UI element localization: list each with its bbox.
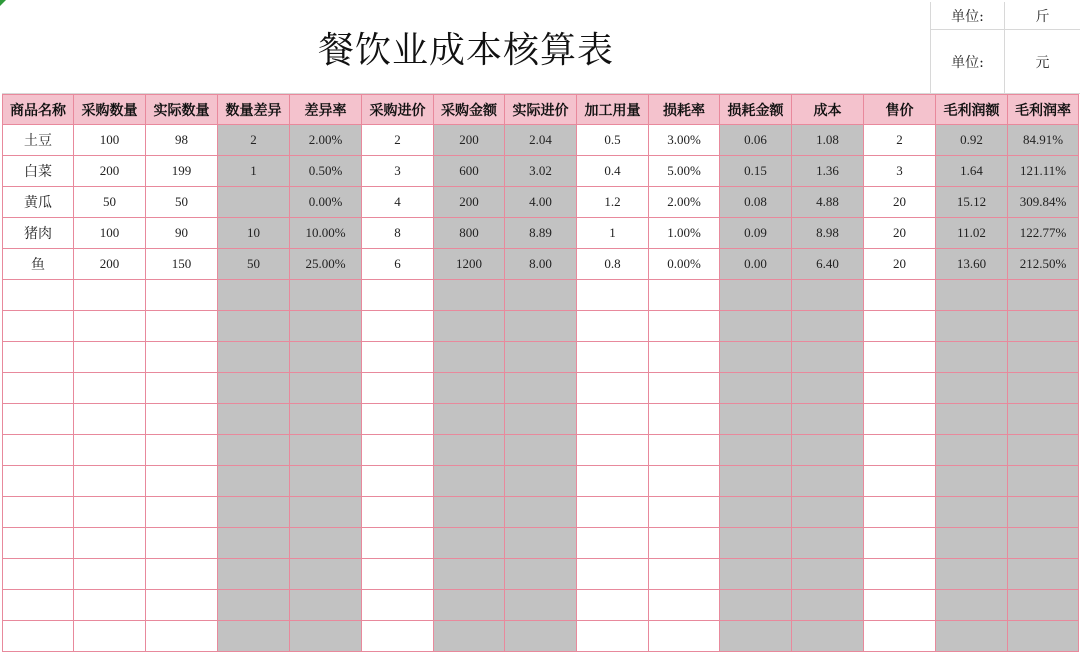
empty-cell[interactable] [864, 373, 936, 404]
empty-cell[interactable] [290, 559, 362, 590]
table-cell[interactable]: 8.98 [792, 218, 864, 249]
empty-cell[interactable] [649, 342, 720, 373]
product-name-cell[interactable]: 猪肉 [3, 218, 74, 249]
empty-cell[interactable] [1008, 559, 1079, 590]
empty-cell[interactable] [3, 497, 74, 528]
table-cell[interactable]: 0.50% [290, 156, 362, 187]
empty-cell[interactable] [434, 590, 505, 621]
empty-cell[interactable] [577, 590, 649, 621]
empty-cell[interactable] [362, 466, 434, 497]
empty-cell[interactable] [3, 435, 74, 466]
column-header[interactable]: 采购金额 [434, 95, 505, 125]
empty-cell[interactable] [218, 590, 290, 621]
empty-cell[interactable] [792, 590, 864, 621]
table-cell[interactable]: 20 [864, 249, 936, 280]
empty-cell[interactable] [74, 311, 146, 342]
empty-cell[interactable] [505, 466, 577, 497]
empty-cell[interactable] [792, 528, 864, 559]
product-name-cell[interactable]: 白菜 [3, 156, 74, 187]
empty-cell[interactable] [577, 311, 649, 342]
empty-cell[interactable] [290, 528, 362, 559]
table-cell[interactable]: 13.60 [936, 249, 1008, 280]
table-cell[interactable]: 800 [434, 218, 505, 249]
empty-cell[interactable] [74, 559, 146, 590]
empty-cell[interactable] [505, 311, 577, 342]
empty-cell[interactable] [218, 280, 290, 311]
empty-cell[interactable] [362, 621, 434, 652]
empty-cell[interactable] [74, 280, 146, 311]
table-cell[interactable]: 212.50% [1008, 249, 1079, 280]
table-cell[interactable] [218, 187, 290, 218]
empty-cell[interactable] [3, 528, 74, 559]
empty-cell[interactable] [1008, 280, 1079, 311]
empty-cell[interactable] [218, 559, 290, 590]
empty-cell[interactable] [936, 373, 1008, 404]
table-cell[interactable]: 50 [146, 187, 218, 218]
empty-cell[interactable] [146, 311, 218, 342]
table-cell[interactable]: 1.08 [792, 125, 864, 156]
table-row [3, 125, 1079, 156]
table-cell[interactable]: 10.00% [290, 218, 362, 249]
empty-cell[interactable] [505, 280, 577, 311]
table-cell[interactable]: 6.40 [792, 249, 864, 280]
empty-cell[interactable] [792, 404, 864, 435]
table-cell[interactable]: 121.11% [1008, 156, 1079, 187]
table-cell[interactable]: 200 [434, 125, 505, 156]
unit-row-weight [931, 2, 1080, 30]
table-cell[interactable]: 50 [218, 249, 290, 280]
table-cell[interactable]: 98 [146, 125, 218, 156]
empty-cell[interactable] [434, 373, 505, 404]
empty-cell[interactable] [505, 559, 577, 590]
empty-cell[interactable] [290, 590, 362, 621]
empty-cell[interactable] [1008, 311, 1079, 342]
empty-cell[interactable] [649, 280, 720, 311]
empty-cell[interactable] [936, 621, 1008, 652]
empty-row [3, 528, 1079, 559]
empty-cell[interactable] [218, 528, 290, 559]
table-cell[interactable]: 0.8 [577, 249, 649, 280]
empty-cell[interactable] [720, 559, 792, 590]
empty-cell[interactable] [792, 621, 864, 652]
empty-cell[interactable] [74, 466, 146, 497]
empty-cell[interactable] [290, 466, 362, 497]
table-cell[interactable]: 10 [218, 218, 290, 249]
empty-cell[interactable] [649, 404, 720, 435]
empty-cell[interactable] [577, 528, 649, 559]
table-cell[interactable]: 0.09 [720, 218, 792, 249]
empty-cell[interactable] [146, 497, 218, 528]
column-header[interactable]: 加工用量 [577, 95, 649, 125]
empty-cell[interactable] [146, 404, 218, 435]
empty-cell[interactable] [936, 590, 1008, 621]
empty-cell[interactable] [864, 342, 936, 373]
unit-label-cell[interactable]: 单位: [931, 30, 1005, 93]
empty-cell[interactable] [362, 404, 434, 435]
table-cell[interactable]: 100 [74, 125, 146, 156]
empty-cell[interactable] [792, 311, 864, 342]
product-name-cell[interactable]: 鱼 [3, 249, 74, 280]
table-cell[interactable]: 1.36 [792, 156, 864, 187]
table-cell[interactable]: 1200 [434, 249, 505, 280]
empty-cell[interactable] [792, 466, 864, 497]
unit-block [931, 2, 1080, 94]
column-header[interactable]: 数量差异 [218, 95, 290, 125]
empty-cell[interactable] [362, 497, 434, 528]
empty-cell[interactable] [936, 404, 1008, 435]
unit-row-currency [931, 30, 1080, 94]
empty-cell[interactable] [936, 280, 1008, 311]
column-header[interactable]: 实际数量 [146, 95, 218, 125]
empty-cell[interactable] [1008, 590, 1079, 621]
sheet-title: 餐饮业成本核算表 [317, 30, 614, 71]
empty-cell[interactable] [936, 342, 1008, 373]
empty-cell[interactable] [434, 621, 505, 652]
column-header[interactable]: 毛利润率 [1008, 95, 1079, 125]
table-cell[interactable]: 309.84% [1008, 187, 1079, 218]
empty-cell[interactable] [362, 280, 434, 311]
empty-cell[interactable] [362, 528, 434, 559]
empty-cell[interactable] [3, 280, 74, 311]
table-row [3, 187, 1079, 218]
empty-cell[interactable] [505, 404, 577, 435]
empty-cell[interactable] [792, 280, 864, 311]
empty-cell[interactable] [505, 342, 577, 373]
empty-cell[interactable] [74, 435, 146, 466]
empty-cell[interactable] [218, 435, 290, 466]
table-cell[interactable]: 150 [146, 249, 218, 280]
table-cell[interactable]: 4 [362, 187, 434, 218]
empty-cell[interactable] [74, 404, 146, 435]
empty-row [3, 590, 1079, 621]
empty-cell[interactable] [1008, 497, 1079, 528]
table-cell[interactable]: 25.00% [290, 249, 362, 280]
empty-cell[interactable] [218, 621, 290, 652]
empty-cell[interactable] [649, 559, 720, 590]
empty-cell[interactable] [146, 621, 218, 652]
empty-cell[interactable] [936, 466, 1008, 497]
empty-cell[interactable] [218, 497, 290, 528]
empty-cell[interactable] [720, 528, 792, 559]
empty-cell[interactable] [3, 621, 74, 652]
empty-cell[interactable] [649, 435, 720, 466]
empty-cell[interactable] [936, 559, 1008, 590]
empty-cell[interactable] [3, 342, 74, 373]
table-cell[interactable]: 0.00 [720, 249, 792, 280]
empty-cell[interactable] [720, 311, 792, 342]
empty-cell[interactable] [1008, 435, 1079, 466]
empty-cell[interactable] [362, 373, 434, 404]
column-header[interactable]: 成本 [792, 95, 864, 125]
empty-cell[interactable] [218, 404, 290, 435]
empty-cell[interactable] [3, 311, 74, 342]
empty-cell[interactable] [218, 466, 290, 497]
table-cell[interactable]: 5.00% [649, 156, 720, 187]
empty-cell[interactable] [1008, 466, 1079, 497]
table-cell[interactable]: 2 [362, 125, 434, 156]
empty-cell[interactable] [362, 311, 434, 342]
empty-row [3, 559, 1079, 590]
table-cell[interactable]: 200 [434, 187, 505, 218]
table-cell[interactable]: 122.77% [1008, 218, 1079, 249]
empty-cell[interactable] [864, 311, 936, 342]
empty-cell[interactable] [434, 342, 505, 373]
empty-cell[interactable] [864, 528, 936, 559]
empty-cell[interactable] [290, 621, 362, 652]
table-cell[interactable]: 3 [362, 156, 434, 187]
column-header[interactable]: 损耗率 [649, 95, 720, 125]
empty-row [3, 466, 1079, 497]
table-cell[interactable]: 15.12 [936, 187, 1008, 218]
empty-cell[interactable] [792, 435, 864, 466]
empty-cell[interactable] [936, 311, 1008, 342]
empty-cell[interactable] [936, 435, 1008, 466]
table-cell[interactable]: 1.2 [577, 187, 649, 218]
empty-cell[interactable] [577, 342, 649, 373]
empty-cell[interactable] [792, 342, 864, 373]
table-row [3, 249, 1079, 280]
product-name-cell[interactable]: 土豆 [3, 125, 74, 156]
column-header[interactable]: 毛利润额 [936, 95, 1008, 125]
empty-cell[interactable] [434, 528, 505, 559]
empty-cell[interactable] [290, 435, 362, 466]
empty-cell[interactable] [146, 559, 218, 590]
empty-cell[interactable] [720, 590, 792, 621]
table-cell[interactable]: 0.08 [720, 187, 792, 218]
table-cell[interactable]: 1 [218, 156, 290, 187]
empty-cell[interactable] [3, 590, 74, 621]
empty-cell[interactable] [864, 404, 936, 435]
empty-cell[interactable] [3, 466, 74, 497]
empty-cell[interactable] [74, 497, 146, 528]
table-cell[interactable]: 0.4 [577, 156, 649, 187]
empty-cell[interactable] [3, 404, 74, 435]
empty-cell[interactable] [434, 559, 505, 590]
table-cell[interactable]: 0.15 [720, 156, 792, 187]
column-header[interactable]: 实际进价 [505, 95, 577, 125]
empty-cell[interactable] [218, 373, 290, 404]
empty-cell[interactable] [864, 435, 936, 466]
empty-cell[interactable] [1008, 404, 1079, 435]
empty-cell[interactable] [1008, 621, 1079, 652]
empty-cell[interactable] [649, 373, 720, 404]
empty-cell[interactable] [505, 497, 577, 528]
empty-cell[interactable] [218, 311, 290, 342]
product-name-cell[interactable]: 黄瓜 [3, 187, 74, 218]
empty-cell[interactable] [434, 311, 505, 342]
empty-cell[interactable] [577, 373, 649, 404]
column-header[interactable]: 采购进价 [362, 95, 434, 125]
empty-cell[interactable] [792, 373, 864, 404]
empty-cell[interactable] [290, 404, 362, 435]
empty-cell[interactable] [290, 497, 362, 528]
table-cell[interactable]: 90 [146, 218, 218, 249]
empty-cell[interactable] [434, 280, 505, 311]
empty-cell[interactable] [792, 559, 864, 590]
empty-row [3, 373, 1079, 404]
table-cell[interactable]: 1.64 [936, 156, 1008, 187]
empty-cell[interactable] [720, 466, 792, 497]
empty-cell[interactable] [720, 280, 792, 311]
cost-table [2, 94, 1079, 652]
empty-cell[interactable] [146, 280, 218, 311]
table-cell[interactable]: 2.00% [649, 187, 720, 218]
table-cell[interactable]: 6 [362, 249, 434, 280]
table-cell[interactable]: 0.5 [577, 125, 649, 156]
empty-cell[interactable] [720, 621, 792, 652]
table-cell[interactable]: 2.00% [290, 125, 362, 156]
empty-cell[interactable] [434, 497, 505, 528]
empty-cell[interactable] [74, 528, 146, 559]
table-cell[interactable]: 50 [74, 187, 146, 218]
table-cell[interactable]: 4.88 [792, 187, 864, 218]
empty-cell[interactable] [792, 497, 864, 528]
empty-cell[interactable] [434, 466, 505, 497]
empty-cell[interactable] [74, 373, 146, 404]
table-cell[interactable]: 100 [74, 218, 146, 249]
table-row [3, 218, 1079, 249]
empty-cell[interactable] [720, 373, 792, 404]
table-cell[interactable]: 1.00% [649, 218, 720, 249]
empty-cell[interactable] [3, 373, 74, 404]
column-header[interactable]: 采购数量 [74, 95, 146, 125]
empty-cell[interactable] [505, 373, 577, 404]
table-cell[interactable]: 200 [74, 249, 146, 280]
empty-cell[interactable] [362, 342, 434, 373]
empty-cell[interactable] [577, 497, 649, 528]
table-cell[interactable]: 0.00% [649, 249, 720, 280]
empty-cell[interactable] [720, 435, 792, 466]
table-cell[interactable]: 8.89 [505, 218, 577, 249]
empty-cell[interactable] [290, 280, 362, 311]
table-cell[interactable]: 11.02 [936, 218, 1008, 249]
empty-row [3, 435, 1079, 466]
empty-cell[interactable] [1008, 528, 1079, 559]
column-header[interactable]: 商品名称 [3, 95, 74, 125]
empty-cell[interactable] [505, 435, 577, 466]
empty-cell[interactable] [649, 590, 720, 621]
empty-cell[interactable] [936, 528, 1008, 559]
empty-cell[interactable] [290, 373, 362, 404]
unit-value-cell[interactable]: 斤 [1035, 8, 1050, 25]
table-cell[interactable]: 4.00 [505, 187, 577, 218]
empty-cell[interactable] [74, 590, 146, 621]
empty-cell[interactable] [649, 466, 720, 497]
empty-cell[interactable] [505, 590, 577, 621]
table-cell[interactable]: 2.04 [505, 125, 577, 156]
empty-cell[interactable] [577, 435, 649, 466]
table-cell[interactable]: 200 [74, 156, 146, 187]
empty-cell[interactable] [362, 559, 434, 590]
table-cell[interactable]: 2 [218, 125, 290, 156]
table-cell[interactable]: 600 [434, 156, 505, 187]
empty-cell[interactable] [864, 280, 936, 311]
empty-row [3, 621, 1079, 652]
table-cell[interactable]: 2 [864, 125, 936, 156]
table-cell[interactable]: 20 [864, 218, 936, 249]
table-cell[interactable]: 0.06 [720, 125, 792, 156]
empty-cell[interactable] [146, 590, 218, 621]
column-header[interactable]: 损耗金额 [720, 95, 792, 125]
empty-cell[interactable] [577, 559, 649, 590]
empty-cell[interactable] [146, 373, 218, 404]
empty-row [3, 497, 1079, 528]
empty-cell[interactable] [290, 342, 362, 373]
unit-label-cell[interactable]: 单位: [931, 2, 1005, 29]
empty-cell[interactable] [864, 559, 936, 590]
unit-value-cell[interactable]: 元 [1035, 54, 1050, 71]
table-cell[interactable]: 3.00% [649, 125, 720, 156]
column-header[interactable]: 售价 [864, 95, 936, 125]
empty-cell[interactable] [577, 404, 649, 435]
table-cell[interactable]: 1 [577, 218, 649, 249]
empty-cell[interactable] [577, 621, 649, 652]
table-cell[interactable]: 199 [146, 156, 218, 187]
empty-cell[interactable] [864, 497, 936, 528]
empty-cell[interactable] [577, 466, 649, 497]
empty-cell[interactable] [649, 621, 720, 652]
table-cell[interactable]: 84.91% [1008, 125, 1079, 156]
empty-row [3, 342, 1079, 373]
empty-row [3, 404, 1079, 435]
empty-cell[interactable] [864, 466, 936, 497]
empty-cell[interactable] [146, 342, 218, 373]
empty-row [3, 280, 1079, 311]
empty-cell[interactable] [146, 528, 218, 559]
table-cell[interactable]: 3 [864, 156, 936, 187]
table-cell[interactable]: 3.02 [505, 156, 577, 187]
table-row [3, 156, 1079, 187]
header-row [3, 95, 1079, 125]
table-cell[interactable]: 0.92 [936, 125, 1008, 156]
empty-cell[interactable] [649, 311, 720, 342]
empty-cell[interactable] [864, 621, 936, 652]
empty-cell[interactable] [74, 342, 146, 373]
empty-cell[interactable] [505, 528, 577, 559]
empty-cell[interactable] [1008, 342, 1079, 373]
empty-cell[interactable] [146, 435, 218, 466]
empty-cell[interactable] [218, 342, 290, 373]
empty-cell[interactable] [362, 435, 434, 466]
empty-row [3, 311, 1079, 342]
empty-cell[interactable] [864, 590, 936, 621]
empty-cell[interactable] [434, 404, 505, 435]
table-cell[interactable]: 8.00 [505, 249, 577, 280]
title-cell[interactable] [2, 2, 931, 94]
empty-cell[interactable] [3, 559, 74, 590]
column-header[interactable]: 差异率 [290, 95, 362, 125]
empty-cell[interactable] [649, 528, 720, 559]
table-cell[interactable]: 8 [362, 218, 434, 249]
empty-cell[interactable] [720, 342, 792, 373]
table-cell[interactable]: 20 [864, 187, 936, 218]
empty-cell[interactable] [720, 497, 792, 528]
empty-cell[interactable] [74, 621, 146, 652]
table-cell[interactable]: 0.00% [290, 187, 362, 218]
empty-cell[interactable] [1008, 373, 1079, 404]
empty-cell[interactable] [936, 497, 1008, 528]
empty-cell[interactable] [577, 280, 649, 311]
empty-cell[interactable] [434, 435, 505, 466]
empty-cell[interactable] [290, 311, 362, 342]
empty-cell[interactable] [146, 466, 218, 497]
empty-cell[interactable] [649, 497, 720, 528]
empty-cell[interactable] [720, 404, 792, 435]
empty-cell[interactable] [362, 590, 434, 621]
empty-cell[interactable] [505, 621, 577, 652]
